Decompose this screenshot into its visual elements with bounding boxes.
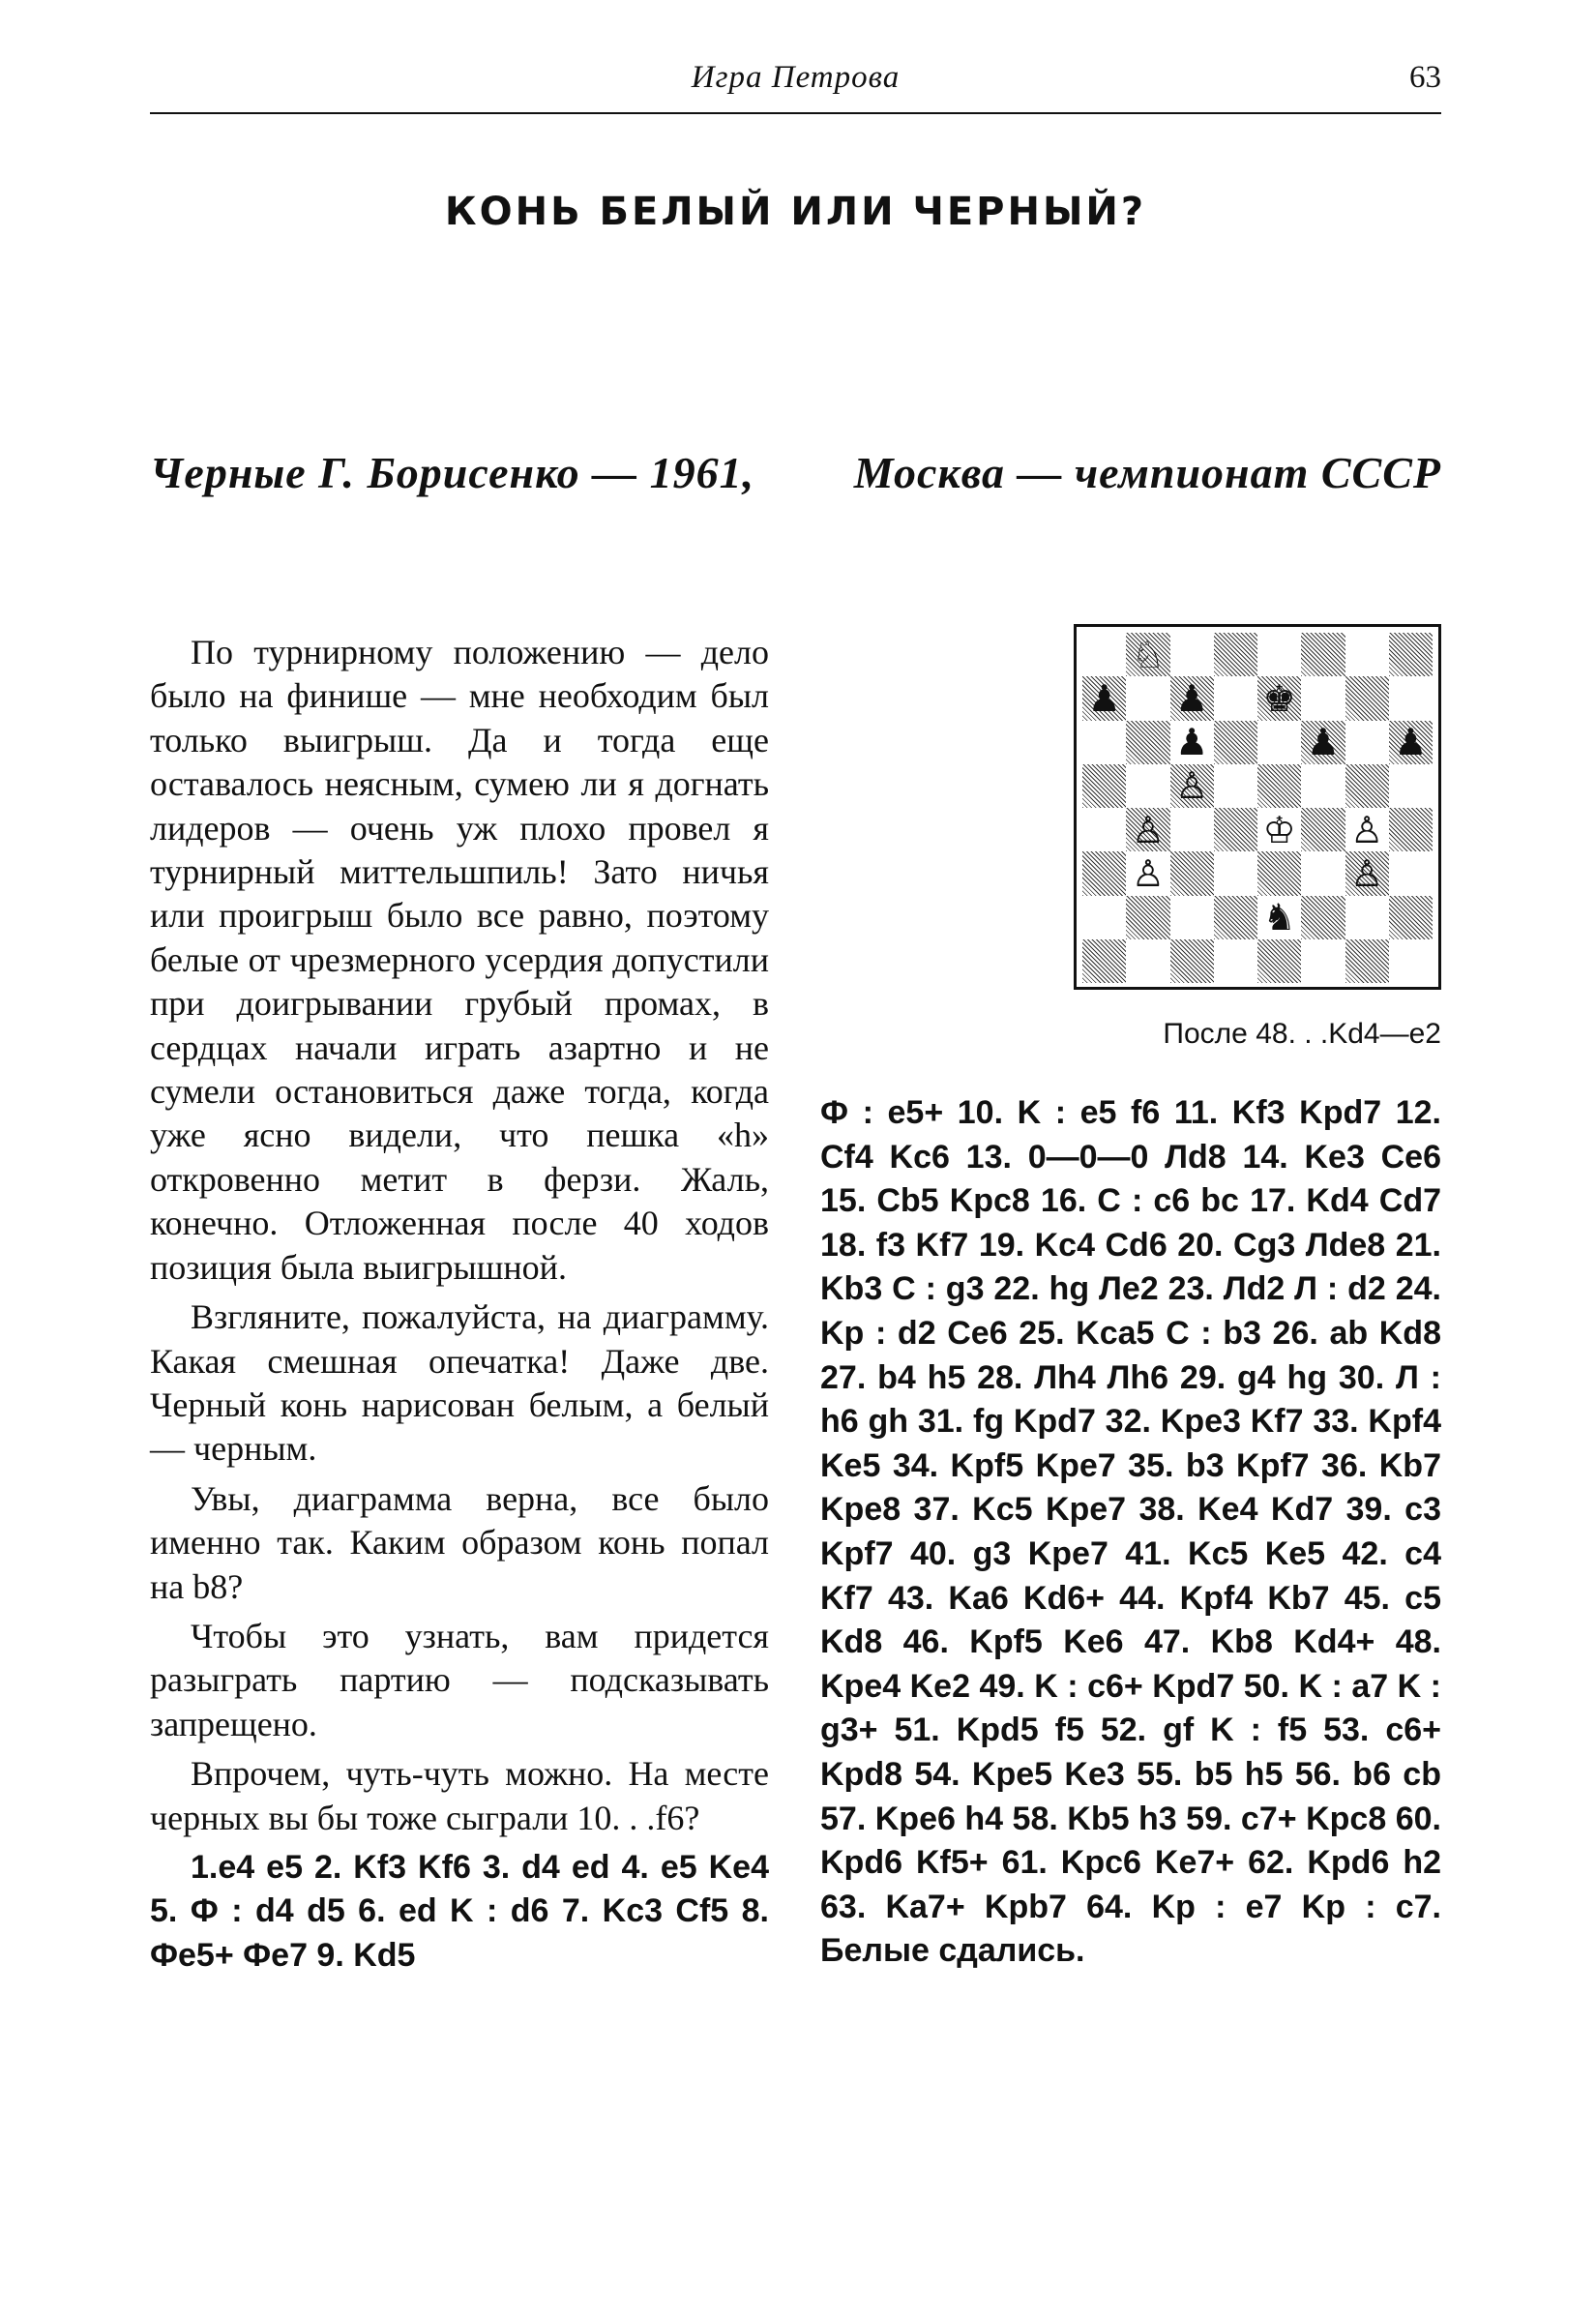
square-f7 (1301, 676, 1345, 720)
square-f2 (1301, 896, 1345, 939)
subtitle-event: Москва — чемпионат СССР (853, 448, 1441, 497)
square-g6 (1345, 721, 1389, 764)
square-d3 (1214, 851, 1257, 895)
square-h3 (1389, 851, 1433, 895)
square-c1 (1170, 939, 1214, 983)
square-b2 (1126, 896, 1169, 939)
chess-piece-icon: ♙ (1350, 851, 1384, 895)
square-d7 (1214, 676, 1257, 720)
square-b4 (1126, 808, 1169, 851)
chess-piece-icon: ♟ (1394, 721, 1428, 764)
square-c6 (1170, 721, 1214, 764)
square-e4 (1257, 808, 1301, 851)
square-h7 (1389, 676, 1433, 720)
moves-text: 1.e4 e5 2. Kf3 Kf6 3. d4 ed 4. e5 Ke4 5. Ф : d4 d5 6. ed K : d6 7. Kc3 Cf5 8. Фe5+ Фe7 9. Kd5 (150, 1848, 769, 1974)
page-number: 63 (1409, 60, 1441, 95)
chess-piece-icon: ♙ (1350, 808, 1384, 851)
chess-piece-icon: ♟ (1175, 721, 1209, 764)
chess-piece-icon: ♟ (1175, 676, 1209, 720)
square-a8 (1082, 633, 1126, 676)
square-h1 (1389, 939, 1433, 983)
chess-piece-icon: ♚ (1262, 676, 1296, 720)
chess-piece-icon: ♙ (1131, 851, 1165, 895)
square-g2 (1345, 896, 1389, 939)
square-b5 (1126, 764, 1169, 808)
square-e2 (1257, 896, 1301, 939)
square-b3 (1126, 851, 1169, 895)
square-b7 (1126, 676, 1169, 720)
square-a1 (1082, 939, 1126, 983)
header-rule (150, 112, 1441, 114)
square-e6 (1257, 721, 1301, 764)
square-c5 (1170, 764, 1214, 808)
square-a7 (1082, 676, 1126, 720)
square-g1 (1345, 939, 1389, 983)
square-c4 (1170, 808, 1214, 851)
square-h2 (1389, 896, 1433, 939)
square-d8 (1214, 633, 1257, 676)
right-column-moves: Ф : e5+ 10. K : e5 f6 11. Kf3 Kpd7 12. Cf4 Kc6 13. 0—0—0 Лd8 14. Ke3 Ce6 15. Cb5 Kpc8 16. C : c6 bc 17. Kd4 Cd7 18. f3 Kf7 19. Kc4 Cd6 20. Cg3 Лde8 21. Kb3 C : g3 22. hg Лe2 23. Лd2 Л : d2 24. Kp : d2 Ce6 25. Kca5 C : b3 26. ab Kd8 27. b4 h5 28. Лh4 Лh6 29. g4 hg 30. Л : h6 gh 31. fg Kpd7 32. Kpe3 Kf7 33. Kpf4 Ke5 34. Kpf5 Kpe7 35. b3 Kpf7 36. Kb7 Kpe8 37. Kc5 Kpe7 38. Ke4 Kd7 39. c3 Kpf7 40. g3 Kpe7 41. Kc5 Ke5 42. c4 Kf7 43. Ka6 Kd6+ 44. Kpf4 Kb7 45. c5 Kd8 46. Kpf5 Ke6 47. Kb8 Kd4+ 48. Kpe4 Ke2 49. K : c6+ Kpd7 50. K : a7 K : g3+ 51. Kpd5 f5 52. gf K : f5 53. c6+ Kpd8 54. Kpe5 Ke3 55. b5 h5 56. b6 cb 57. Kpe6 h4 58. Kb5 h3 59. c7+ Kpc8 60. Kpd6 Kf5+ 61. Kpc6 Ke7+ 62. Kpd6 h2 63. Ka7+ Kpb7 64. Kp : e7 Kp : c7. Белые сдались. (820, 1094, 1441, 1970)
square-f6 (1301, 721, 1345, 764)
running-title: Игра Петрова (691, 60, 901, 95)
paragraph: Чтобы это узнать, вам придется разыграть партию — подсказывать запрещено. (150, 1616, 769, 1743)
square-f8 (1301, 633, 1345, 676)
square-e5 (1257, 764, 1301, 808)
square-h8 (1389, 633, 1433, 676)
subtitle-players: Черные Г. Борисенко — 1961, (150, 448, 755, 497)
square-e3 (1257, 851, 1301, 895)
chess-piece-icon: ♟ (1087, 676, 1121, 720)
square-a3 (1082, 851, 1126, 895)
square-f5 (1301, 764, 1345, 808)
square-b6 (1126, 721, 1169, 764)
square-c7 (1170, 676, 1214, 720)
square-f1 (1301, 939, 1345, 983)
square-d6 (1214, 721, 1257, 764)
square-h6 (1389, 721, 1433, 764)
square-c3 (1170, 851, 1214, 895)
square-e7 (1257, 676, 1301, 720)
left-column (150, 631, 769, 1978)
square-a4 (1082, 808, 1126, 851)
square-g7 (1345, 676, 1389, 720)
paragraph: Впрочем, чуть-чуть можно. На месте черных вы бы тоже сыграли 10. . .f6? (150, 1754, 769, 1837)
square-f3 (1301, 851, 1345, 895)
square-e1 (1257, 939, 1301, 983)
square-b8 (1126, 633, 1169, 676)
square-c2 (1170, 896, 1214, 939)
chess-board (1082, 633, 1433, 983)
chapter-heading: КОНЬ БЕЛЫЙ ИЛИ ЧЕРНЫЙ? (444, 190, 1147, 234)
square-d2 (1214, 896, 1257, 939)
square-g4 (1345, 808, 1389, 851)
chess-piece-icon: ♙ (1175, 764, 1209, 808)
chess-piece-icon: ♙ (1131, 808, 1165, 851)
square-g3 (1345, 851, 1389, 895)
square-h5 (1389, 764, 1433, 808)
square-h4 (1389, 808, 1433, 851)
chess-piece-icon: ♘ (1131, 633, 1165, 676)
square-g5 (1345, 764, 1389, 808)
chess-diagram (1074, 624, 1441, 990)
square-d1 (1214, 939, 1257, 983)
square-a5 (1082, 764, 1126, 808)
paragraph: По турнирному положению — дело было на финише — мне необходим был только выигрыш. Да и тогда еще оставалось неясным, сумею ли я догнать лидеров — очень уж плохо провел я турнирный миттельшпиль! Зато ничья или проигрыш было все равно, поэтому белые от чрезмерного усердия допустили при доигрывании грубый промах, в сердцах начали играть азартно и не сумели остановиться даже тогда, когда уже ясно видели, что пешка «h» откровенно метит в ферзи. Жаль, конечно. Отложенная после 40 ходов позиция была выигрышной. (150, 633, 769, 1287)
chess-piece-icon: ♟ (1306, 721, 1340, 764)
square-f4 (1301, 808, 1345, 851)
chess-piece-icon: ♔ (1262, 808, 1296, 851)
square-g8 (1345, 633, 1389, 676)
square-d4 (1214, 808, 1257, 851)
paragraph: Взгляните, пожалуйста, на диаграмму. Какая смешная опечатка! Даже две. Черный конь нарисован белым, а белый — черным. (150, 1297, 769, 1469)
running-header (150, 60, 1441, 108)
square-e8 (1257, 633, 1301, 676)
paragraph: Увы, диаграмма верна, все было именно так. Каким образом конь попал на b8? (150, 1478, 769, 1606)
square-a6 (1082, 721, 1126, 764)
square-d5 (1214, 764, 1257, 808)
square-c8 (1170, 633, 1214, 676)
diagram-caption: После 48. . .Kd4—e2 (1163, 1018, 1441, 1050)
square-b1 (1126, 939, 1169, 983)
chess-piece-icon: ♞ (1262, 896, 1296, 939)
square-a2 (1082, 896, 1126, 939)
game-subtitle (150, 447, 1441, 498)
